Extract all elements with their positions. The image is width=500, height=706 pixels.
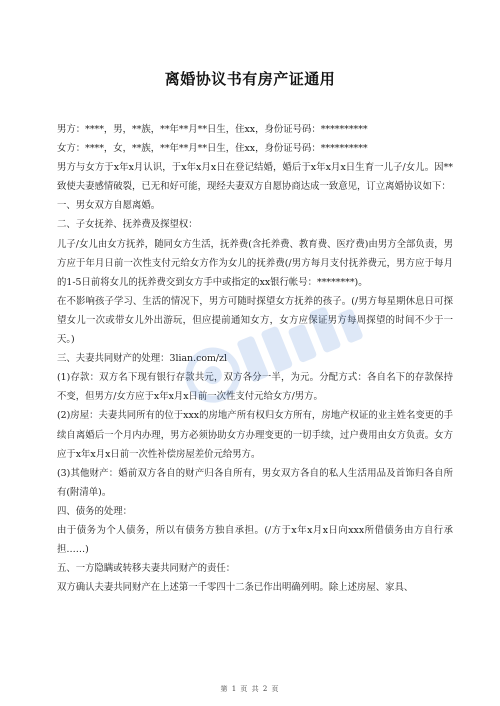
paragraph-debt: 由于债务为个人债务，所以有债务方独自承担。(/方于x年x月x日向xxx所借债务由方自行承担……) xyxy=(57,524,453,556)
paragraph-other-property: (3)其他财产：婚前双方各自的财产归各自所有，男女双方各自的私人生活用品及首饰归各自所有(附清单)。 xyxy=(57,467,453,498)
paragraph-custody: 儿子/女儿由女方抚养，随同女方生活，抚养费(含托养费、教育费、医疗费)由男方全部负责，男方应于年月日前一次性支付元给女方作为女儿的抚养费(/男方每月支付抚养费元，男方应于每月的1-5日前将女儿的抚养费交到女方手中或指定的xx银行帐号：********)。 xyxy=(57,238,453,288)
paragraph-introduction: 男方与女方于x年x月认识，于x年x月x日在登记结婚，婚后于x年x月x日生育一儿子/女儿。因**致使夫妻感情破裂，已无和好可能，现经夫妻双方自愿协商达成一致意见，订立离婚协议如下： xyxy=(57,162,453,193)
section-heading-divorce: 一、男女双方自愿离婚。 xyxy=(57,200,161,212)
section-heading-debt: 四、债务的处理： xyxy=(57,505,133,517)
paragraph-deposits: (1)存款：双方名下现有银行存款共元，双方各分一半，为元。分配方式：各自名下的存款保持不变，但男方/女方应于x年x月x日前一次性支付元给女方/男方。 xyxy=(57,372,453,403)
section-heading-custody: 二、子女抚养、抚养费及探望权： xyxy=(57,219,198,231)
paragraph-concealment: 双方确认夫妻共同财产在上述第一千零四十二条已作出明确列明。除上述房屋、家具、 xyxy=(57,582,414,594)
document-title: 离婚协议书有房产证通用 xyxy=(164,70,336,88)
paragraph-visitation: 在不影响孩子学习、生活的情况下，男方可随时探望女方抚养的孩子。(/男方每星期休息日可探望女儿一次或带女儿外出游玩，但应提前通知女方，女方应保证男方每周探望的时间不少于一天。) xyxy=(57,295,453,346)
document-body xyxy=(57,120,453,597)
paragraph-husband-info: 男方：****，男，**族，**年**月**日生，住xx，身份证号码：********** xyxy=(57,124,368,135)
section-heading-concealment: 五、一方隐瞒或转移夫妻共同财产的责任： xyxy=(57,563,236,575)
paragraph-house: (2)房屋：夫妻共同所有的位于xxx的房地产所有权归女方所有，房地产权证的业主姓名变更的手续自离婚后一个月内办理，男方必须协助女方办理变更的一切手续，过户费用由女方负责。女方应于x年x月x日前一次性补偿房屋差价元给男方。 xyxy=(57,410,453,460)
page-footer: 第 1 页 共 2 页 xyxy=(220,685,280,693)
section-heading-property: 三、夫妻共同财产的处理：3lian.com/zl xyxy=(57,353,227,365)
paragraph-wife-info: 女方：****，女，**族，**年**月**日生，住xx，身份证号码：********** xyxy=(57,143,368,155)
